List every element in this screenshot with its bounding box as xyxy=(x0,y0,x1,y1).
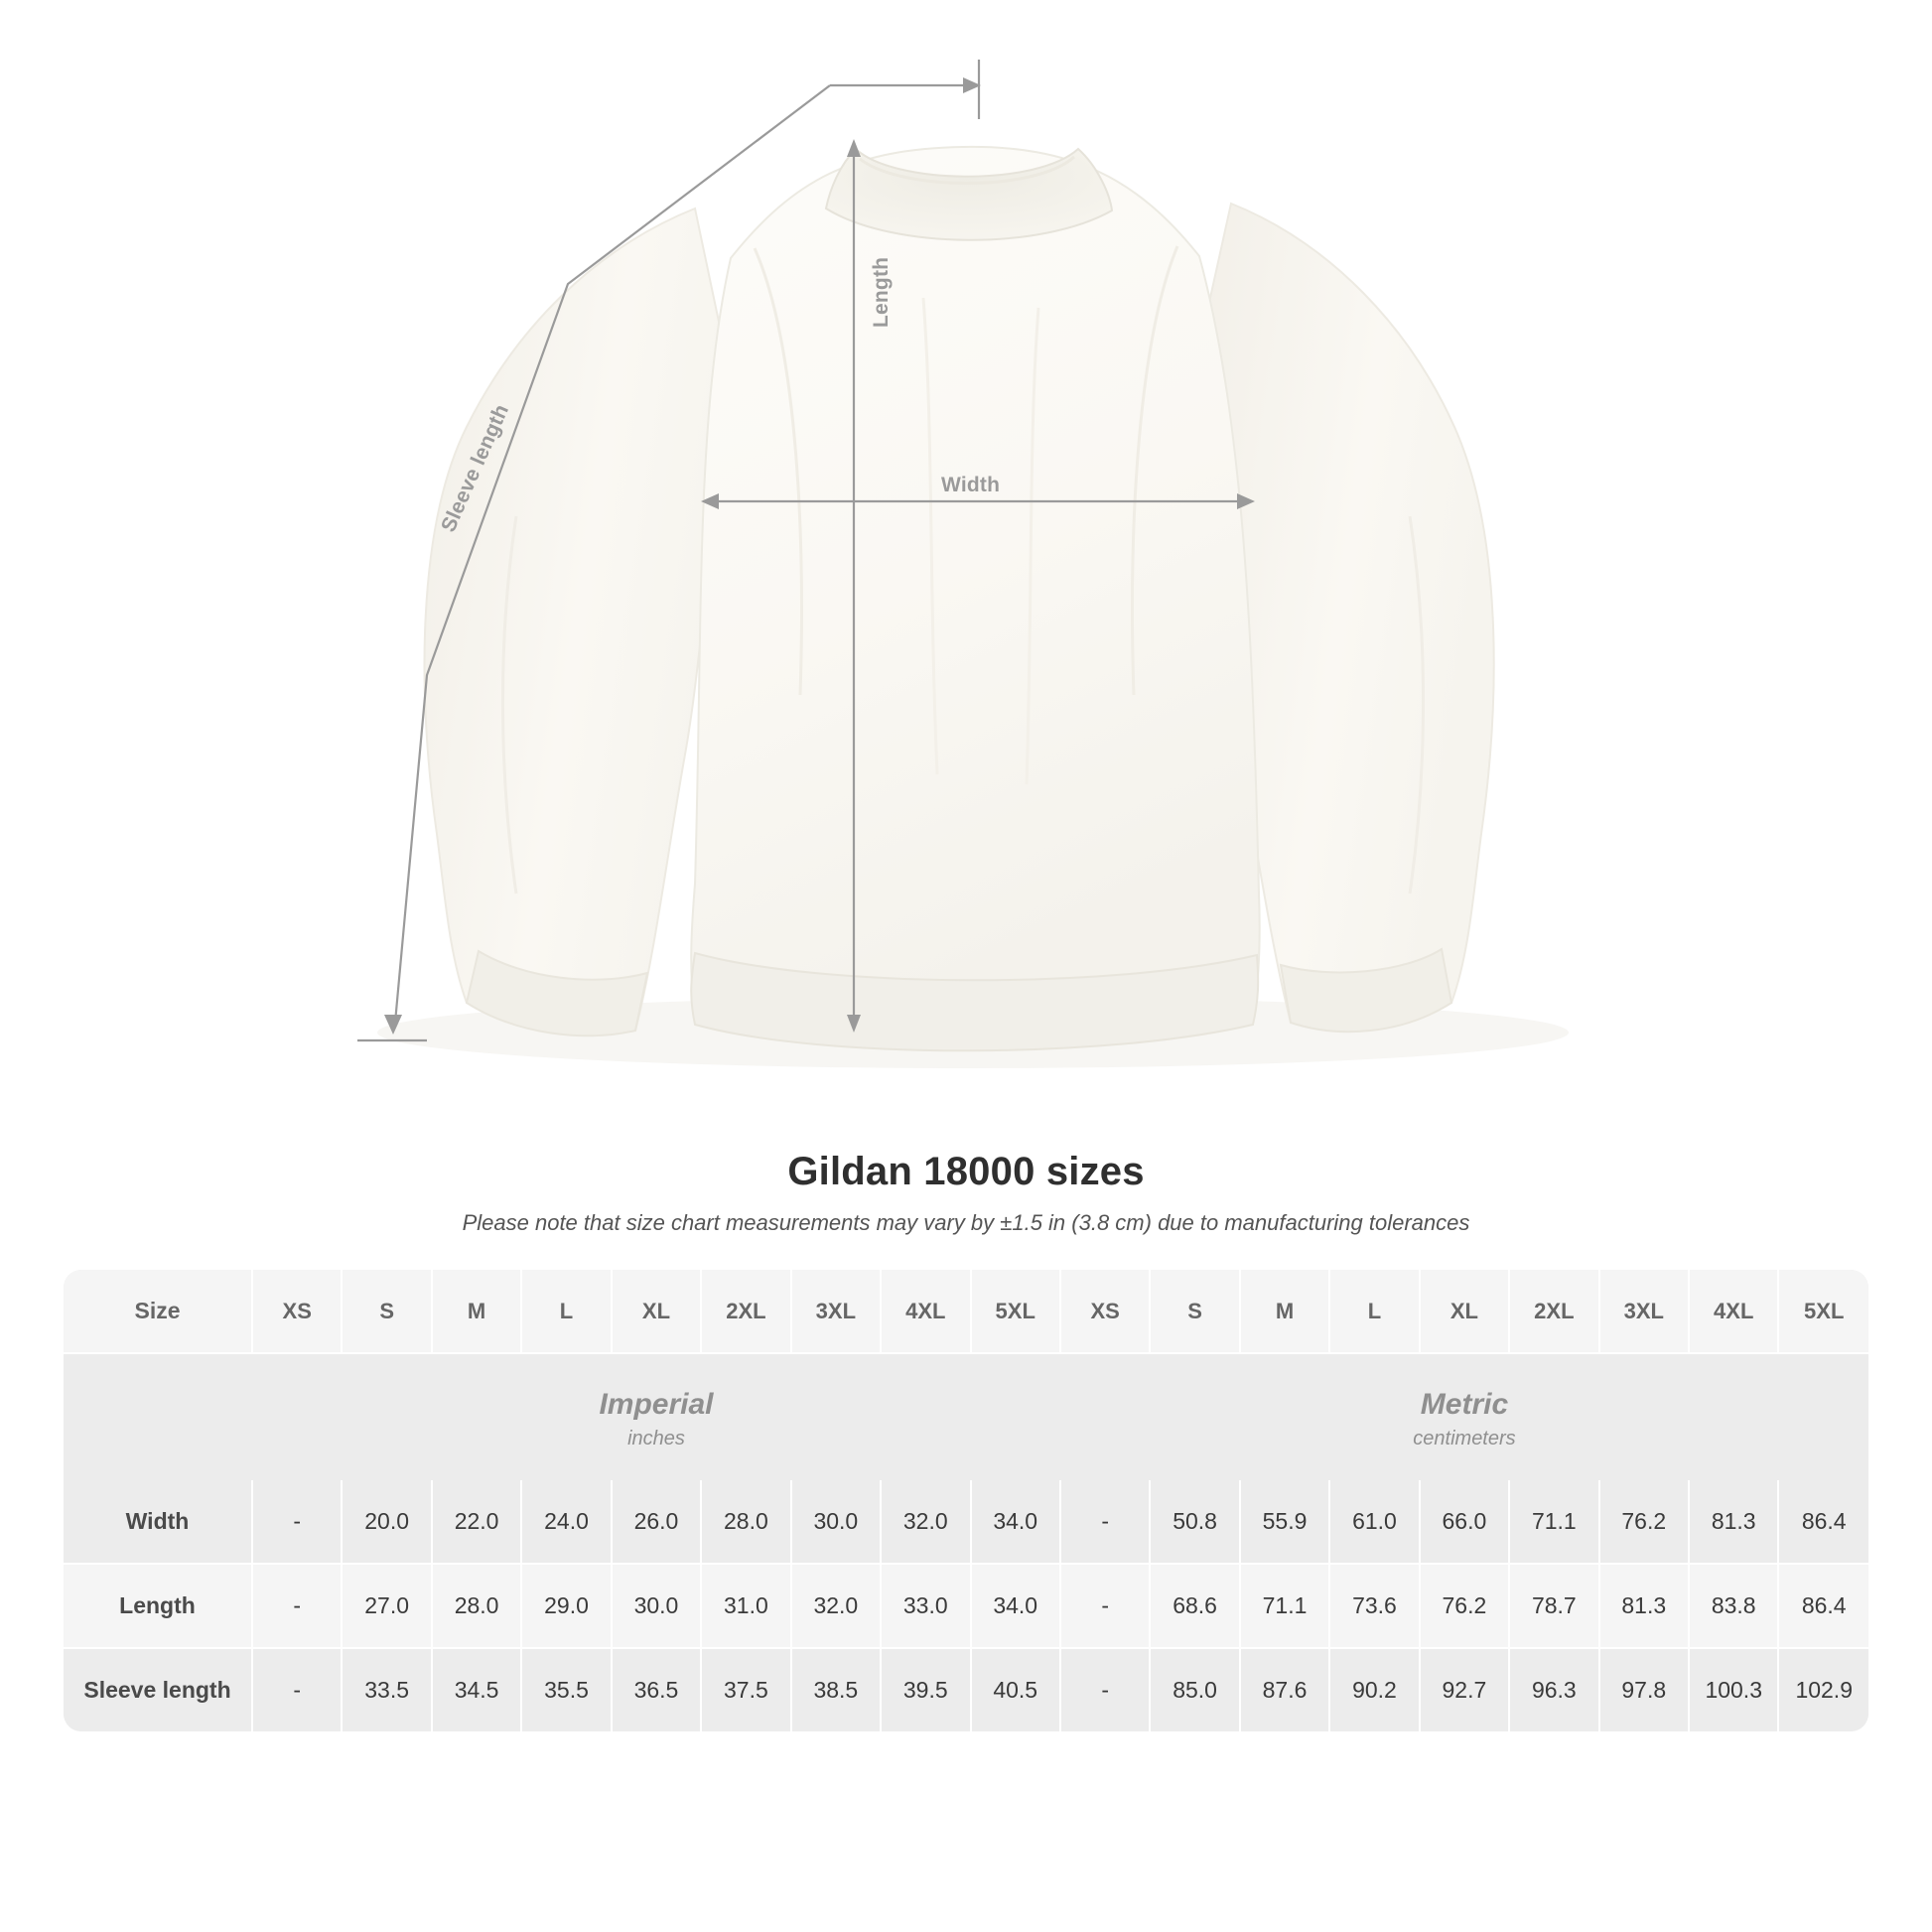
cell-sleeve-metric-xl: 92.7 xyxy=(1420,1648,1509,1731)
size-header-metric-3xl: 3XL xyxy=(1599,1270,1689,1353)
cell-width-imperial-4xl: 32.0 xyxy=(881,1480,970,1564)
size-header-row xyxy=(64,1270,1868,1353)
cell-length-imperial-2xl: 31.0 xyxy=(701,1564,790,1648)
cell-length-imperial-4xl: 33.0 xyxy=(881,1564,970,1648)
cell-sleeve-imperial-4xl: 39.5 xyxy=(881,1648,970,1731)
cell-sleeve-imperial-2xl: 37.5 xyxy=(701,1648,790,1731)
cell-width-imperial-2xl: 28.0 xyxy=(701,1480,790,1564)
unit-group-row xyxy=(64,1353,1868,1480)
cell-width-imperial-xs: - xyxy=(252,1480,342,1564)
table-row xyxy=(64,1648,1868,1731)
row-label-width: Width xyxy=(64,1480,252,1564)
cell-sleeve-imperial-xl: 36.5 xyxy=(612,1648,701,1731)
size-header-imperial-3xl: 3XL xyxy=(791,1270,881,1353)
cell-sleeve-metric-3xl: 97.8 xyxy=(1599,1648,1689,1731)
cell-width-imperial-s: 20.0 xyxy=(342,1480,431,1564)
cell-width-metric-xl: 66.0 xyxy=(1420,1480,1509,1564)
cell-width-imperial-xl: 26.0 xyxy=(612,1480,701,1564)
size-header-imperial-5xl: 5XL xyxy=(971,1270,1060,1353)
cell-length-imperial-3xl: 32.0 xyxy=(791,1564,881,1648)
cell-sleeve-metric-l: 90.2 xyxy=(1329,1648,1419,1731)
size-chart-table xyxy=(64,1270,1868,1731)
cell-sleeve-metric-m: 87.6 xyxy=(1240,1648,1329,1731)
size-header-imperial-xl: XL xyxy=(612,1270,701,1353)
page-title: Gildan 18000 sizes xyxy=(787,1150,1145,1193)
cell-length-metric-m: 71.1 xyxy=(1240,1564,1329,1648)
size-header-imperial-l: L xyxy=(521,1270,611,1353)
metric-sub: centimeters xyxy=(1413,1428,1516,1449)
width-label: Width xyxy=(941,474,1001,496)
table-row xyxy=(64,1480,1868,1564)
cell-width-metric-5xl: 86.4 xyxy=(1778,1480,1868,1564)
cell-width-metric-s: 50.8 xyxy=(1150,1480,1239,1564)
size-header-imperial-4xl: 4XL xyxy=(881,1270,970,1353)
cell-length-imperial-l: 29.0 xyxy=(521,1564,611,1648)
unit-group-spacer xyxy=(64,1353,252,1480)
cell-sleeve-imperial-s: 33.5 xyxy=(342,1648,431,1731)
size-header-metric-xl: XL xyxy=(1420,1270,1509,1353)
cell-sleeve-imperial-5xl: 40.5 xyxy=(971,1648,1060,1731)
table-row xyxy=(64,1564,1868,1648)
cell-width-metric-l: 61.0 xyxy=(1329,1480,1419,1564)
cell-sleeve-imperial-xs: - xyxy=(252,1648,342,1731)
cell-length-metric-s: 68.6 xyxy=(1150,1564,1239,1648)
cell-width-metric-2xl: 71.1 xyxy=(1509,1480,1598,1564)
cell-width-imperial-5xl: 34.0 xyxy=(971,1480,1060,1564)
size-table xyxy=(64,1270,1868,1731)
size-header-imperial-xs: XS xyxy=(252,1270,342,1353)
cell-width-metric-4xl: 81.3 xyxy=(1689,1480,1778,1564)
cell-length-metric-3xl: 81.3 xyxy=(1599,1564,1689,1648)
cell-length-metric-xl: 76.2 xyxy=(1420,1564,1509,1648)
size-header-imperial-s: S xyxy=(342,1270,431,1353)
size-header-imperial-m: M xyxy=(432,1270,521,1353)
cell-length-metric-l: 73.6 xyxy=(1329,1564,1419,1648)
cell-width-imperial-m: 22.0 xyxy=(432,1480,521,1564)
imperial-name: Imperial xyxy=(599,1388,714,1421)
cell-sleeve-imperial-3xl: 38.5 xyxy=(791,1648,881,1731)
length-label: Length xyxy=(870,256,893,328)
cell-length-metric-2xl: 78.7 xyxy=(1509,1564,1598,1648)
cell-sleeve-metric-xs: - xyxy=(1060,1648,1150,1731)
cell-sleeve-metric-4xl: 100.3 xyxy=(1689,1648,1778,1731)
heading-block xyxy=(0,1150,1932,1236)
cell-width-imperial-3xl: 30.0 xyxy=(791,1480,881,1564)
size-header-imperial-2xl: 2XL xyxy=(701,1270,790,1353)
cell-length-imperial-xs: - xyxy=(252,1564,342,1648)
cell-sleeve-metric-5xl: 102.9 xyxy=(1778,1648,1868,1731)
cell-length-imperial-xl: 30.0 xyxy=(612,1564,701,1648)
size-header-metric-l: L xyxy=(1329,1270,1419,1353)
cell-sleeve-imperial-l: 35.5 xyxy=(521,1648,611,1731)
cell-length-imperial-m: 28.0 xyxy=(432,1564,521,1648)
size-header-metric-s: S xyxy=(1150,1270,1239,1353)
metric-name: Metric xyxy=(1420,1388,1509,1421)
cell-length-metric-4xl: 83.8 xyxy=(1689,1564,1778,1648)
cell-sleeve-imperial-m: 34.5 xyxy=(432,1648,521,1731)
size-header-metric-4xl: 4XL xyxy=(1689,1270,1778,1353)
cell-length-imperial-s: 27.0 xyxy=(342,1564,431,1648)
size-header-metric-m: M xyxy=(1240,1270,1329,1353)
cell-sleeve-metric-s: 85.0 xyxy=(1150,1648,1239,1731)
cell-width-metric-xs: - xyxy=(1060,1480,1150,1564)
cell-length-metric-5xl: 86.4 xyxy=(1778,1564,1868,1648)
size-header-metric-5xl: 5XL xyxy=(1778,1270,1868,1353)
unit-group-imperial xyxy=(252,1353,1060,1480)
sleeve-length-label: Sleeve length xyxy=(437,400,514,536)
cell-width-imperial-l: 24.0 xyxy=(521,1480,611,1564)
cell-width-metric-3xl: 76.2 xyxy=(1599,1480,1689,1564)
imperial-sub: inches xyxy=(627,1428,685,1449)
cell-length-metric-xs: - xyxy=(1060,1564,1150,1648)
cell-width-metric-m: 55.9 xyxy=(1240,1480,1329,1564)
size-header-metric-2xl: 2XL xyxy=(1509,1270,1598,1353)
unit-group-metric xyxy=(1060,1353,1868,1480)
size-header-metric-xs: XS xyxy=(1060,1270,1150,1353)
size-column-header: Size xyxy=(64,1270,252,1353)
row-label-sleeve-length: Sleeve length xyxy=(64,1648,252,1731)
tolerance-note: Please note that size chart measurements may vary by ±1.5 in (3.8 cm) due to manufacturing tolerances xyxy=(462,1210,1470,1235)
row-label-length: Length xyxy=(64,1564,252,1648)
cell-sleeve-metric-2xl: 96.3 xyxy=(1509,1648,1598,1731)
cell-length-imperial-5xl: 34.0 xyxy=(971,1564,1060,1648)
